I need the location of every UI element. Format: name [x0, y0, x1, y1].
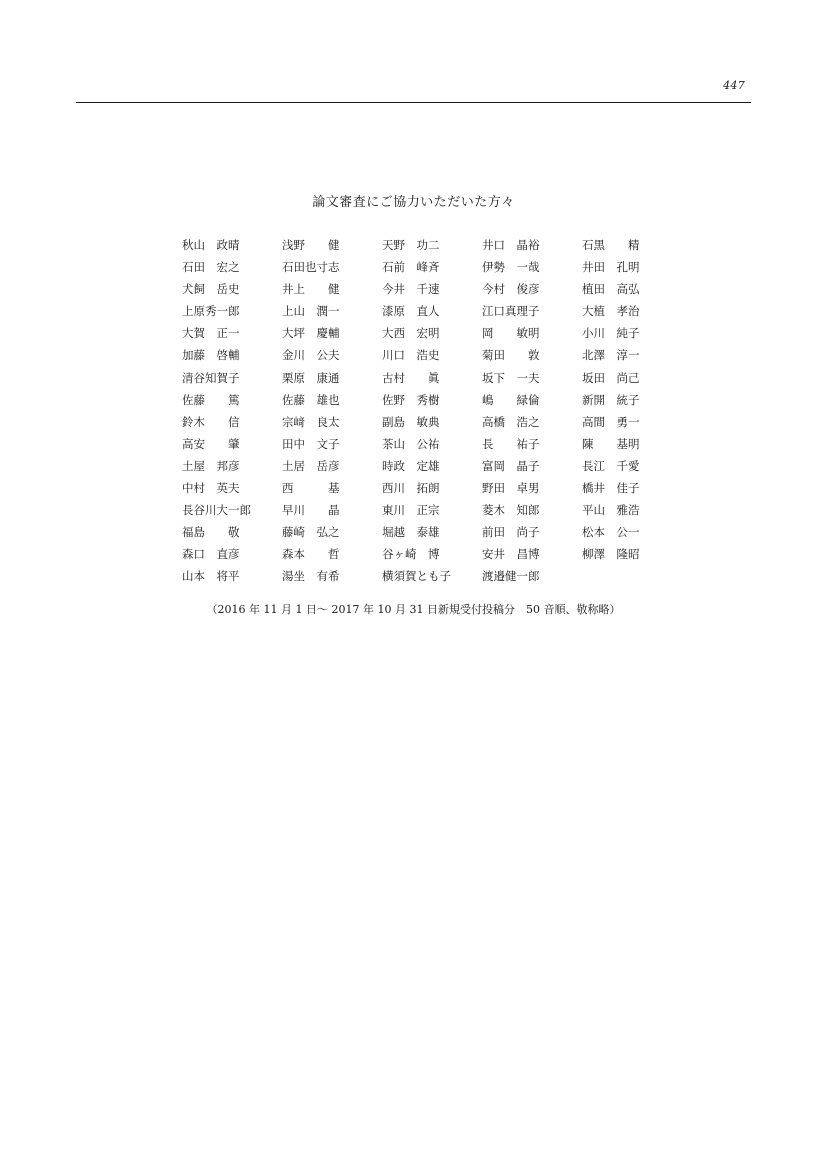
reviewer-name-text: 時政 定雄: [382, 458, 440, 473]
reviewer-name-text: 浅野 健: [282, 238, 340, 252]
reviewer-name-text: 今村 俊彦: [482, 282, 540, 297]
reviewer-name: [582, 477, 672, 499]
reviewer-name: [282, 278, 382, 300]
reviewer-name: [582, 499, 672, 521]
reviewer-name: [182, 389, 282, 411]
reviewer-name-text: 大植 孝治: [582, 304, 640, 319]
reviewer-name: [382, 322, 482, 344]
reviewer-name: [282, 389, 382, 411]
reviewer-name-text: 鈴木 信: [182, 414, 240, 429]
reviewer-name-text: 高橋 浩之: [482, 414, 540, 429]
reviewer-name-text: 前田 尚子: [482, 525, 540, 540]
reviewer-name: [482, 477, 582, 499]
reviewer-name: [182, 344, 282, 366]
reviewer-name: [282, 499, 382, 521]
reviewer-name: [582, 389, 672, 411]
reviewer-name-text: 佐藤 篤: [182, 392, 240, 407]
reviewer-name-text: 金川 公夫: [282, 348, 340, 363]
reviewer-name: [382, 367, 482, 389]
reviewer-name-text: 坂下 一夫: [482, 370, 540, 385]
reviewer-name: [382, 344, 482, 366]
reviewer-name-text: 田中 文子: [282, 436, 340, 451]
reviewer-name: [282, 322, 382, 344]
reviewer-name: [482, 499, 582, 521]
reviewer-name-text: 坂田 尚己: [582, 370, 640, 385]
reviewer-name: [182, 521, 282, 543]
reviewer-name: [482, 411, 582, 433]
reviewer-name-text: 高間 勇一: [582, 414, 640, 429]
reviewer-name: [282, 521, 382, 543]
reviewer-name-text: 大賀 正一: [182, 326, 240, 341]
reviewer-name: [382, 278, 482, 300]
reviewer-name: [282, 565, 382, 587]
reviewer-name: [382, 411, 482, 433]
reviewer-name-text: 石田 宏之: [182, 260, 240, 275]
reviewer-name-text: 新開 統子: [582, 392, 640, 407]
reviewer-name-text: 谷ヶ崎 博: [382, 547, 440, 562]
reviewer-name: [182, 367, 282, 389]
reviewer-name: [182, 477, 282, 499]
reviewer-name-text: 安井 昌博: [482, 547, 540, 562]
reviewer-name: [582, 455, 672, 477]
reviewer-name: [382, 477, 482, 499]
reviewer-name-text: 土居 岳彦: [282, 458, 340, 473]
reviewer-name-text: 副島 敏典: [382, 414, 440, 429]
reviewer-name-text: 森口 直彦: [182, 547, 240, 562]
reviewer-name: [482, 278, 582, 300]
reviewer-name-text: 中村 英夫: [182, 481, 240, 496]
reviewer-name: [382, 389, 482, 411]
reviewer-name-text: 平山 雅浩: [582, 503, 640, 518]
reviewer-name: [382, 234, 482, 256]
reviewer-name-text: 湯坐 有希: [282, 569, 340, 584]
reviewer-name: [282, 367, 382, 389]
reviewer-name: [482, 300, 582, 322]
reviewer-name-text: 福島 敬: [182, 525, 240, 540]
reviewer-name: [582, 367, 672, 389]
reviewer-name-text: 西 基: [282, 481, 340, 496]
reviewer-name-text: 横須賀とも子: [382, 569, 451, 584]
reviewer-name-text: 今井 千速: [382, 282, 440, 297]
reviewer-name: [282, 455, 382, 477]
reviewer-name-text: 上原秀一郎: [182, 304, 240, 319]
reviewer-name-text: 伊勢 一哉: [482, 260, 540, 275]
reviewer-name-text: 石田也寸志: [282, 260, 340, 275]
reviewer-name-text: 加藤 啓輔: [182, 348, 240, 363]
reviewer-name-text: 嶋 緑倫: [482, 392, 540, 407]
reviewer-name-text: 野田 卓男: [482, 481, 540, 496]
reviewer-name: [482, 234, 582, 256]
reviewer-name: [182, 256, 282, 278]
reviewer-name: [182, 300, 282, 322]
reviewer-name-text: 菊田 敦: [482, 348, 540, 363]
reviewer-name-text: 川口 浩史: [382, 348, 440, 363]
reviewer-name: [282, 234, 382, 256]
reviewer-name: [382, 256, 482, 278]
reviewer-name-text: 渡邉健一郎: [482, 569, 540, 584]
reviewer-name: [582, 344, 672, 366]
reviewer-name-text: 秋山 政晴: [182, 238, 240, 252]
reviewer-name-text: 藤崎 弘之: [282, 525, 340, 540]
reviewer-name: [382, 300, 482, 322]
reviewer-name: [582, 433, 672, 455]
footnote: （2016 年 11 月 1 日～ 2017 年 10 月 31 日新規受付投稿分 50 音順、敬称略）: [206, 603, 621, 616]
reviewer-name: [182, 543, 282, 565]
reviewer-name-text: 大坪 慶輔: [282, 326, 340, 341]
reviewer-name: [382, 499, 482, 521]
reviewer-name-text: 石黒 精: [582, 238, 640, 252]
reviewer-name: [482, 344, 582, 366]
reviewer-name-text: 高安 肇: [182, 436, 240, 451]
reviewer-name-text: 陳 基明: [582, 436, 640, 451]
reviewer-name: [582, 256, 672, 278]
reviewer-name-text: 植田 高弘: [582, 282, 640, 297]
reviewer-name-text: 土屋 邦彦: [182, 458, 240, 473]
reviewer-name: [382, 455, 482, 477]
reviewer-name-list: [182, 234, 672, 588]
reviewer-name: [282, 344, 382, 366]
reviewer-name-text: 古村 眞: [382, 370, 440, 385]
reviewer-name-text: 柳澤 隆昭: [582, 547, 640, 562]
reviewer-name-text: 江口真理子: [482, 304, 540, 319]
reviewer-name: [582, 411, 672, 433]
reviewer-name: [482, 389, 582, 411]
reviewer-name-text: 長谷川大一郎: [182, 503, 251, 518]
reviewer-name-text: 上山 潤一: [282, 304, 340, 319]
reviewer-name-text: 井口 晶裕: [482, 238, 540, 252]
reviewer-name: [182, 455, 282, 477]
page-title: 論文審査にご協力いただいた方々: [312, 195, 515, 210]
reviewer-name: [482, 256, 582, 278]
reviewer-name: [582, 278, 672, 300]
reviewer-name: [482, 322, 582, 344]
reviewer-name: [382, 521, 482, 543]
reviewer-name-text: 漆原 直人: [382, 304, 440, 319]
reviewer-name: [282, 300, 382, 322]
reviewer-name-text: 北澤 淳一: [582, 348, 640, 363]
reviewer-name: [482, 433, 582, 455]
reviewer-name: [182, 433, 282, 455]
reviewer-name-text: 井上 健: [282, 282, 340, 297]
reviewer-name-text: 松本 公一: [582, 525, 640, 540]
page-number: 447: [723, 79, 745, 92]
reviewer-name: [482, 565, 582, 587]
reviewer-name-text: 茶山 公祐: [382, 436, 440, 451]
reviewer-name-text: 堀越 泰雄: [382, 525, 440, 540]
reviewer-name-text: 森本 哲: [282, 547, 340, 562]
reviewer-name: [382, 433, 482, 455]
reviewer-name-text: 東川 正宗: [382, 503, 440, 518]
reviewer-name: [582, 543, 672, 565]
reviewer-name: [182, 411, 282, 433]
reviewer-name-text: 西川 拓朗: [382, 481, 440, 496]
reviewer-name-text: 石前 峰斉: [382, 260, 440, 275]
reviewer-name-text: 宗﨑 良太: [282, 414, 340, 429]
reviewer-name: [182, 499, 282, 521]
reviewer-name: [582, 521, 672, 543]
reviewer-name-text: 天野 功二: [382, 238, 440, 252]
reviewer-name-text: 清谷知賀子: [182, 370, 240, 385]
reviewer-name-text: 長江 千愛: [582, 458, 640, 473]
reviewer-name-text: 犬飼 岳史: [182, 282, 240, 297]
reviewer-name-text: 橋井 佳子: [582, 481, 640, 496]
reviewer-name: [282, 543, 382, 565]
reviewer-name-text: 井田 孔明: [582, 260, 640, 275]
reviewer-name: [482, 367, 582, 389]
reviewer-name-text: 山本 将平: [182, 569, 240, 584]
reviewer-name: [282, 256, 382, 278]
reviewer-name-text: 佐藤 雄也: [282, 392, 340, 407]
reviewer-name: [482, 521, 582, 543]
reviewer-name: [182, 234, 282, 256]
reviewer-name-text: 大西 宏明: [382, 326, 440, 341]
reviewer-name: [282, 433, 382, 455]
reviewer-name: [382, 543, 482, 565]
reviewer-name: [282, 411, 382, 433]
reviewer-name-text: 栗原 康通: [282, 370, 340, 385]
reviewer-name: [182, 565, 282, 587]
reviewer-name: [482, 455, 582, 477]
reviewer-name-text: 岡 敏明: [482, 326, 540, 341]
reviewer-name: [582, 322, 672, 344]
header-rule: [76, 102, 751, 103]
reviewer-name-text: 佐野 秀樹: [382, 392, 440, 407]
reviewer-name-text: 富岡 晶子: [482, 458, 540, 473]
reviewer-name: [582, 300, 672, 322]
reviewer-name: [182, 278, 282, 300]
reviewer-name-text: 菱木 知郎: [482, 503, 540, 518]
reviewer-name-text: 小川 純子: [582, 326, 640, 341]
reviewer-name: [582, 234, 672, 256]
reviewer-name-text: 長 祐子: [482, 436, 540, 451]
reviewer-name-text: 早川 晶: [282, 503, 340, 518]
reviewer-name: [282, 477, 382, 499]
reviewer-name: [182, 322, 282, 344]
reviewer-name: [482, 543, 582, 565]
reviewer-name-text: [582, 565, 646, 587]
reviewer-name: [382, 565, 482, 587]
reviewer-name: [582, 565, 672, 587]
